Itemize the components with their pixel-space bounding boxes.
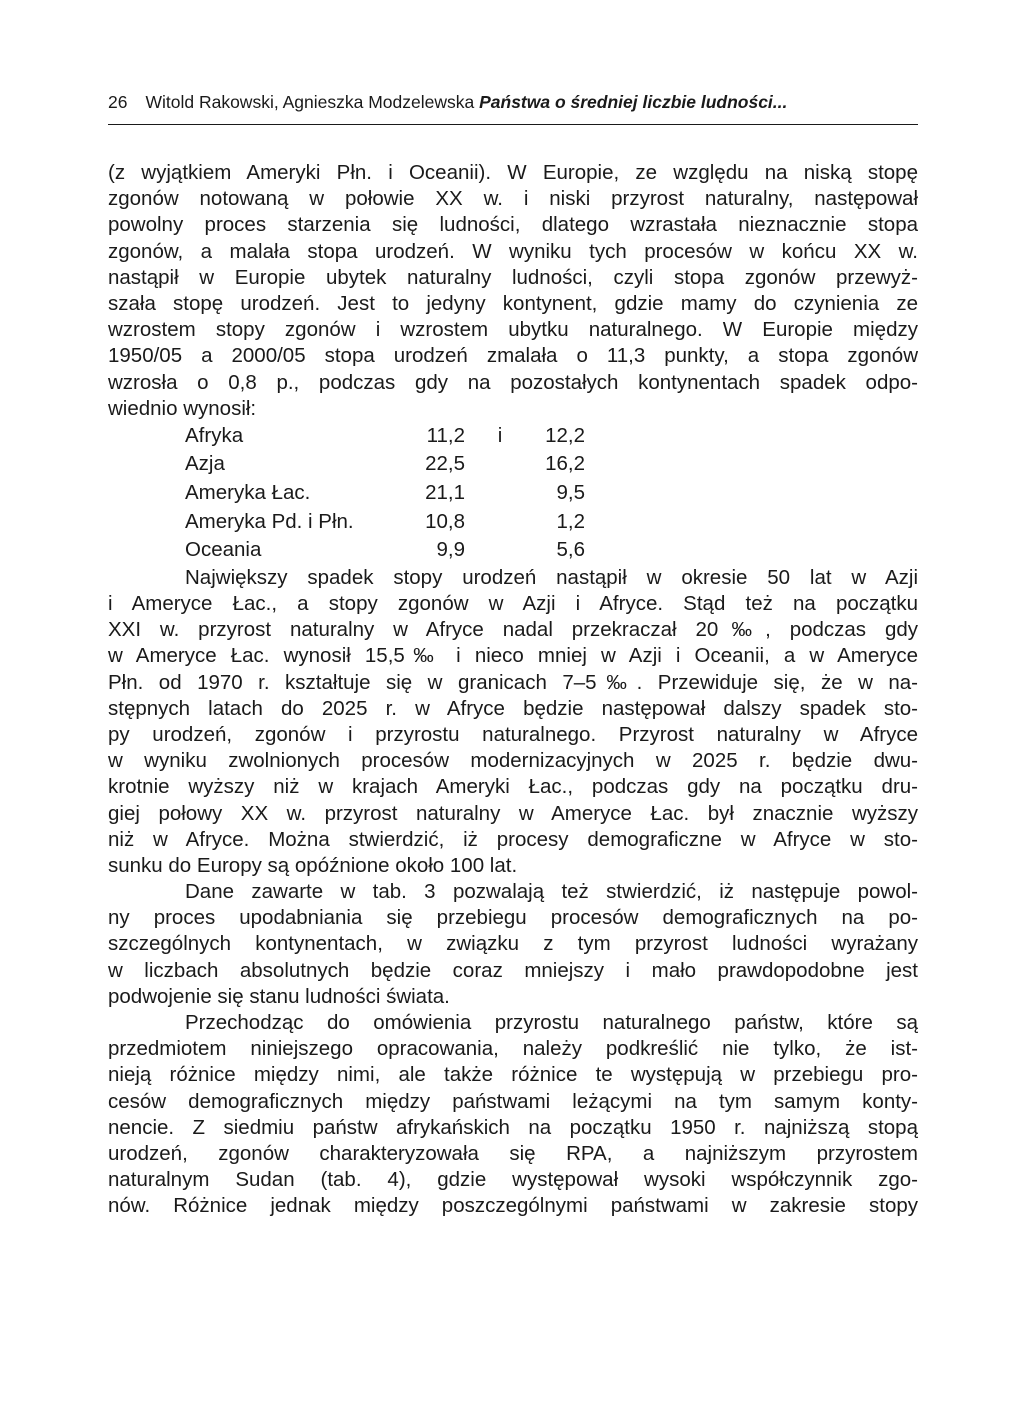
table-row <box>185 508 585 537</box>
text-line: zgonów, a malała stopa urodzeń. W wyniku tych procesów w końcu XX w. <box>108 239 918 263</box>
text-line: nastąpił w Europie ubytek naturalny ludności, czyli stopa zgonów przewyż- <box>108 265 918 289</box>
text-line: (z wyjątkiem Ameryki Płn. i Oceanii). W Europie, ze względu na niską stopę <box>108 161 918 184</box>
text-line: w liczbach absolutnych będzie coraz mniejszy i mało prawdopodobne jest <box>108 958 918 982</box>
table-row <box>185 450 585 479</box>
death-rate-decline: 1,2 <box>556 509 585 533</box>
text-line: urodzeń, zgonów charakteryzowała się RPA, a najniższym przyrostem <box>108 1141 918 1165</box>
text-line: naturalnym Sudan (tab. 4), gdzie występował wysoki współczynnik zgo- <box>108 1168 918 1192</box>
text-line: cesów demograficznych między państwami leżącymi na tym samym konty- <box>108 1089 918 1113</box>
text-line: krotnie wyższy niż w krajach Ameryki Łac., podczas gdy na początku dru- <box>108 775 918 799</box>
table-row <box>185 479 585 508</box>
page-number: 26 <box>108 92 128 112</box>
text-line: Największy spadek stopy urodzeń nastąpił w okresie 50 lat w Azji <box>185 565 918 589</box>
running-header <box>108 90 918 114</box>
region-name: Ameryka Pd. i Płn. <box>185 509 354 533</box>
paragraph-2 <box>108 565 918 879</box>
text-line: wzrosła o 0,8 p., podczas gdy na pozostałych kontynentach spadek odpo- <box>108 370 918 394</box>
paragraph-1 <box>108 160 918 422</box>
paragraph-3 <box>108 879 918 1010</box>
text-line: Płn. od 1970 r. kształtuje się w granicach 7–5‰. Przewiduje się, że w na- <box>108 670 918 694</box>
conjunction <box>465 479 535 508</box>
birth-rate-decline: 21,1 <box>425 481 465 505</box>
region-name: Afryka <box>185 423 244 447</box>
conjunction <box>465 536 535 565</box>
text-line: w wyniku zwolnionych procesów modernizacyjnych w 2025 r. będzie dwu- <box>108 749 918 773</box>
birth-rate-decline: 9,9 <box>436 538 465 562</box>
text-line: powolny proces starzenia się ludności, dlatego wzrastała nieznacznie stopa <box>108 213 918 237</box>
region-name: Azja <box>185 452 225 476</box>
conjunction: i <box>497 423 503 447</box>
text-line: wzrostem stopy zgonów i wzrostem ubytku naturalnego. W Europie między <box>108 318 918 342</box>
paragraph-4 <box>108 1010 918 1220</box>
text-line: przedmiotem niniejszego opracowania, należy podkreślić nie tylko, że ist- <box>108 1037 918 1061</box>
text-line: wiednio wynosił: <box>108 396 257 420</box>
death-rate-decline: 12,2 <box>545 423 585 447</box>
text-line: Dane zawarte w tab. 3 pozwalają też stwierdzić, iż następuje powol- <box>185 880 918 904</box>
text-line: zgonów notowaną w połowie XX w. i niski przyrost naturalny, następował <box>108 187 918 211</box>
text-line: py urodzeń, zgonów i przyrostu naturalnego. Przyrost naturalny w Afryce <box>108 722 918 746</box>
text-line: szczególnych kontynentach, w związku z tym przyrost ludności wyrażany <box>108 932 918 956</box>
header-authors: Witold Rakowski, Agnieszka Modzelewska <box>145 92 475 112</box>
header-rule <box>108 124 918 125</box>
conjunction <box>465 450 535 479</box>
text-line: i Ameryce Łac., a stopy zgonów w Azji i Afryce. Stąd też na początku <box>108 592 918 616</box>
text-line: niż w Afryce. Można stwierdzić, iż procesy demograficzne w Afryce w sto- <box>108 827 918 851</box>
text-line: nieją różnice między nimi, ale także różnice te występują w przebiegu pro- <box>108 1063 918 1087</box>
text-line: XXI w. przyrost naturalny w Afryce nadal przekraczał 20‰, podczas gdy <box>108 618 918 642</box>
conjunction <box>465 508 535 537</box>
birth-rate-decline: 22,5 <box>425 452 465 476</box>
region-name: Ameryka Łac. <box>185 481 311 505</box>
text-line: stępnych latach do 2025 r. w Afryce będzie następował dalszy spadek sto- <box>108 696 918 720</box>
region-name: Oceania <box>185 538 262 562</box>
text-line: w Ameryce Łac. wynosił 15,5‰ i nieco mniej w Azji i Oceanii, a w Ameryce <box>108 644 918 668</box>
birth-rate-decline: 11,2 <box>426 423 465 447</box>
text-line: ny proces upodabniania się przebiegu procesów demograficznych na po- <box>108 906 918 930</box>
death-rate-decline: 9,5 <box>556 481 585 505</box>
text-line: podwojenie się stanu ludności świata. <box>108 984 450 1008</box>
body-text <box>108 160 918 1220</box>
text-line: giej połowy XX w. przyrost naturalny w Ameryce Łac. był znacznie wyższy <box>108 801 918 825</box>
rates-decline-table <box>185 422 585 565</box>
birth-rate-decline: 10,8 <box>425 509 465 533</box>
text-line: sunku do Europy są opóźnione około 100 lat. <box>108 853 518 877</box>
table-row <box>185 536 585 565</box>
text-line: szała stopę urodzeń. Jest to jedyny kontynent, gdzie mamy do czynienia ze <box>108 291 918 315</box>
header-book-title: Państwa o średniej liczbie ludności... <box>479 92 788 112</box>
text-line: 1950/05 a 2000/05 stopa urodzeń zmalała o 11,3 punkty, a stopa zgonów <box>108 344 918 368</box>
text-line: Przechodząc do omówienia przyrostu naturalnego państw, które są <box>185 1011 918 1035</box>
text-line: nencie. Z siedmiu państw afrykańskich na początku 1950 r. najniższą stopą <box>108 1115 918 1139</box>
text-line: nów. Różnice jednak między poszczególnymi państwami w zakresie stopy <box>108 1194 918 1218</box>
death-rate-decline: 16,2 <box>545 452 585 476</box>
table-row <box>185 422 585 451</box>
death-rate-decline: 5,6 <box>556 538 585 562</box>
